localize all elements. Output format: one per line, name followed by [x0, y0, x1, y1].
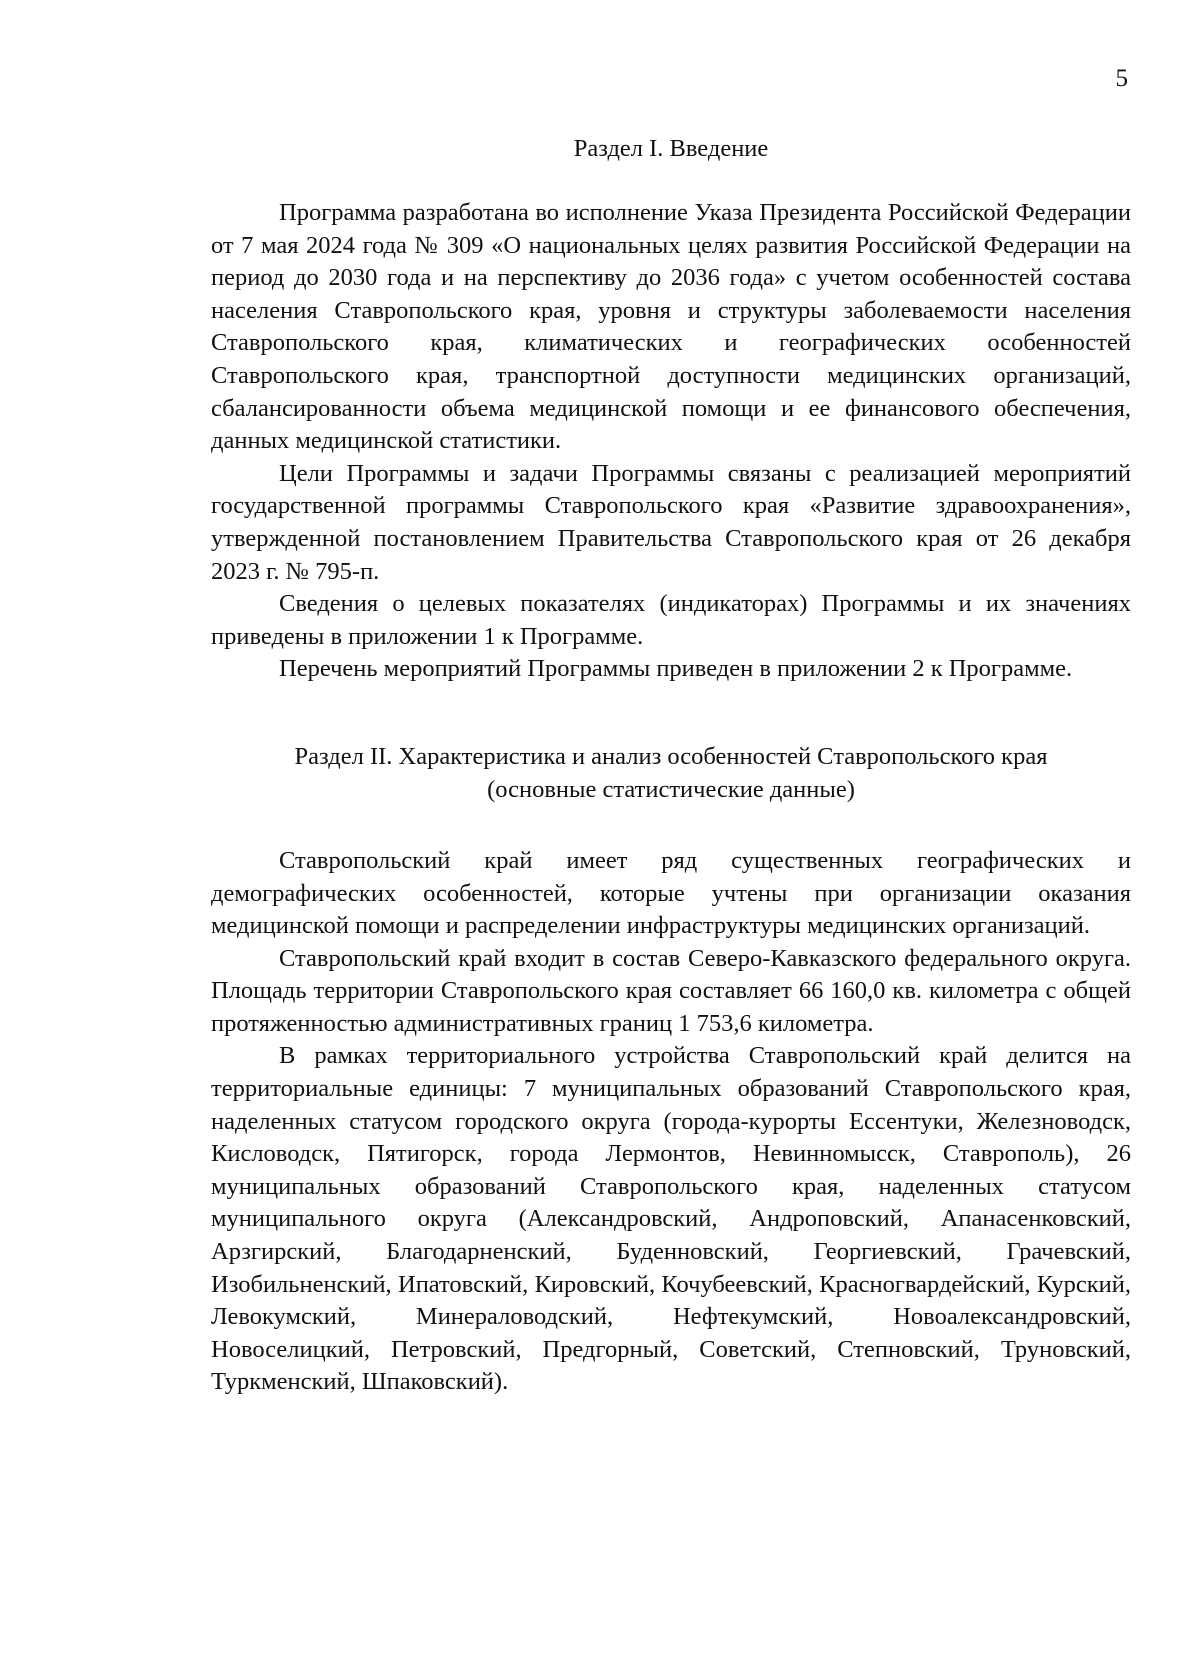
section-1-paragraph-4: Перечень мероприятий Программы приведен в приложении 2 к Программе. [279, 655, 1073, 683]
document-body [211, 132, 1131, 1399]
section-1-paragraph-1: Программа разработана во исполнение Указа Президента Российской Федерации от 7 мая 2024 года № 309 «О национальных целях развития Российской Федерации на период до 2030 года и на перспективу до 2036 года» с учетом особенностей состава населения Ставропольского края, уровня и структуры заболеваемости населения Ставропольского края, климатических и географических особенностей Ставропольского края, транспортной доступности медицинских организаций, сбалансированности объема медицинской помощи и ее финансового обеспечения, данных медицинской статистики. [211, 199, 1131, 455]
section-1-paragraph-3: Сведения о целевых показателях (индикаторах) Программы и их значениях приведены в приложении 1 к Программе. [211, 590, 1131, 650]
section-2-paragraph-1: Ставропольский край имеет ряд существенных географических и демографических особенностей, которые учтены при организации оказания медицинской помощи и распределении инфраструктуры медицинских организаций. [211, 846, 1131, 940]
section-1-body [211, 197, 1131, 686]
section-2-body [211, 845, 1131, 1399]
section-2-paragraph-2: Ставропольский край входит в состав Северо-Кавказского федерального округа. Площадь территории Ставропольского края составляет 66 160,0 кв. километра с общей протяженностью административных границ 1 753,6 километра. [211, 944, 1131, 1037]
section-2-title-line-2: (основные статистические данные) [487, 775, 855, 803]
section-2-title-line-1: Раздел II. Характеристика и анализ особенностей Ставропольского края [294, 742, 1048, 770]
section-1-paragraph-2: Цели Программы и задачи Программы связаны с реализацией мероприятий государственной программы Ставропольского края «Развитие здравоохранения», утвержденной постановлением Правительства Ставропольского края от 26 декабря 2023 г. № 795-п. [211, 459, 1131, 585]
section-1-title: Раздел I. Введение [573, 135, 769, 162]
section-2-title [211, 740, 1131, 806]
section-2-paragraph-3: В рамках территориального устройства Ставропольский край делится на территориальные единицы: 7 муниципальных образований Ставропольского края, наделенных статусом городского округа (города-курорты Ессентуки, Железноводск, Кисловодск, Пятигорск, города Лермонтов, Невинномысск, Ставрополь), 26 муниципальных образований Ставропольского края, наделенных статусом муниципального округа (Александровский, Андроповский, Апанасенковский, Арзгирский, Благодарненский, Буденновский, Георгиевский, Грачевский, Изобильненский, Ипатовский, Кировский, Кочубеевский, Красногвардейский, Курский, Левокумский, Минераловодский, Нефтекумский, Новоалександровский, Новоселицкий, Петровский, Предгорный, Советский, Степновский, Труновский, Туркменский, Шпаковский). [211, 1042, 1131, 1396]
page-number: 5 [1115, 65, 1128, 92]
